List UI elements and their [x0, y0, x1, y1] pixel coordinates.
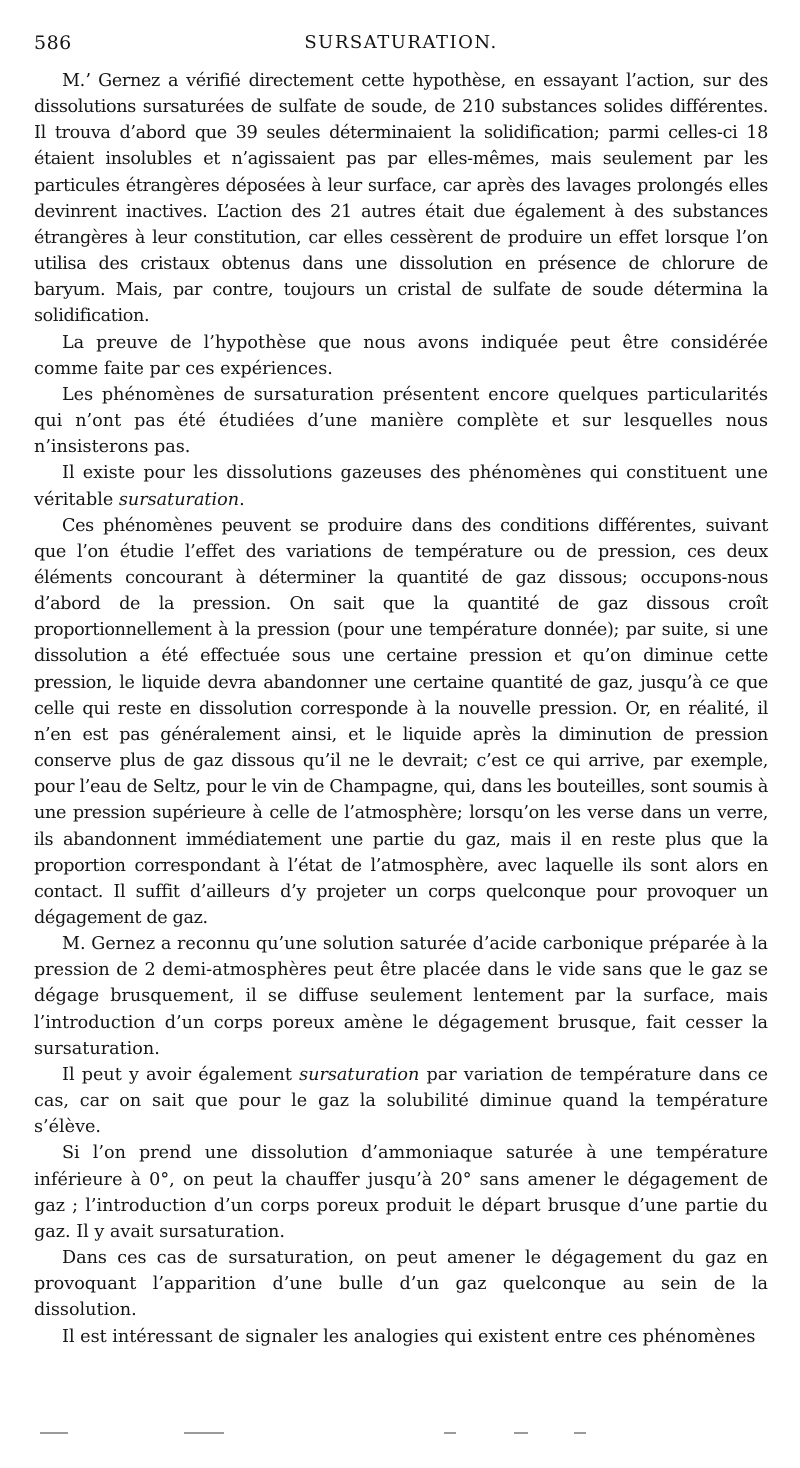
paragraph-carbonic-acid: M. Gernez a reconnu qu’une solution saturée d’acide carbonique préparée à la pression de 2 demi-atmosphères peut être placée dans le vide sans que le gaz se dégage brusquement, il se diffuse seulement lentement par la surface, mais l’introduction d’un corps poreux amène le dégagement brusque, fait cesser la sursaturation. — [34, 934, 768, 1059]
print-mark — [40, 1432, 68, 1434]
emphasis-sursaturation: sursaturation — [299, 1064, 420, 1085]
paragraph-text: Il peut y avoir également — [62, 1064, 300, 1085]
paragraph-gernez-verification: M.ʼ Gernez a vérifié directement cette hypothèse, en essayant l’action, sur des dissolutions sursaturées de sulfate de soude, de 210 substances solides différentes. Il trouva d’abord que 39 seules déterminaient la solidification; parmi celles-ci 18 étaient insolubles et n’agissaient pas par elles-mêmes, mais seulement par les particules étrangères déposées à leur surface, car après des lavages prolongés elles devinrent inactives. L’action des 21 autres était due également à des substances étrangères à leur constitution, car elles cessèrent de produire un effet lorsque l’on utilisa des cristaux obtenus dans une dissolution en présence de chlorure de baryum. Mais, par contre, toujours un cristal de sulfate de soude détermina la solidification. — [34, 71, 768, 327]
running-title: SURSATURATION. — [304, 32, 498, 53]
print-mark — [574, 1432, 586, 1434]
page-number: 586 — [34, 32, 72, 54]
paragraph-text: par variation de température dans ce cas, car on sait que pour le gaz la solubilité diminue quand la température s’élève. — [34, 1064, 769, 1138]
emphasis-sursaturation: sursaturation — [118, 489, 240, 510]
paragraph-hypothesis-proof: La preuve de l’hypothèse que nous avons indiquée peut être considérée comme faite par ces expériences. — [34, 332, 768, 379]
paragraph-pressure-conditions: Ces phénomènes peuvent se produire dans des conditions différentes, suivant que l’on étudie l’effet des variations de température ou de pression, ces deux éléments concourant à déterminer la quantité de gaz dissous; occupons-nous d’abord de la pression. On sait que la quantité de gaz dissous croît proportionnellement à la pression (pour une température donnée); par suite, si une dissolution a été effectuée sous une certaine pression et qu’on diminue cette pression, le liquide devra abandonner une certaine quantité de gaz, jusqu’à ce que celle qui reste en dissolution corresponde à la nouvelle pression. Or, en réalité, il n’en est pas généralement ainsi, et le liquide après la diminution de pression conserve plus de gaz dissous qu’il ne le devrait; c’est ce qui arrive, par exemple, pour l’eau de Seltz, pour le vin de Champagne, qui, dans les bouteilles, sont soumis à une pression supérieure à celle de l’atmosphère; lorsqu’on les verse dans un verre, ils abandonnent immédiatement une partie du gaz, mais il en reste plus que la proportion correspondant à l’état de l’atmosphère, avec laquelle ils sont alors en contact. Il suffit d’ailleurs d’y projeter un corps quelconque pour provoquer un dégagement de gaz. — [34, 515, 768, 928]
paragraph-gaseous-solutions — [34, 460, 768, 512]
footer-print-marks — [34, 1432, 768, 1438]
print-mark — [514, 1432, 528, 1434]
paragraph-gas-bubble: Dans ces cas de sursaturation, on peut amener le dégagement du gaz en provoquant l’apparition d’une bulle d’un gaz quelconque au sein de la dissolution. — [34, 1248, 768, 1321]
page-header — [34, 32, 768, 58]
paragraph-text: . — [239, 489, 245, 510]
paragraph-text: Il existe pour les dissolutions gazeuses des phénomènes qui constituent une véritable — [34, 463, 768, 510]
print-mark — [184, 1432, 224, 1434]
print-mark — [444, 1432, 456, 1434]
paragraph-analogies: Il est intéressant de signaler les analogies qui existent entre ces phénomènes — [62, 1326, 756, 1347]
paragraph-temperature-variation — [34, 1062, 768, 1140]
paragraph-ammonia: Si l’on prend une dissolution d’ammoniaque saturée à une température inférieure à 0°, on peut la chauffer jusqu’à 20° sans amener le dégagement de gaz ; l’introduction d’un corps poreux produit le départ brusque d’une partie du gaz. Il y avait sursaturation. — [34, 1143, 768, 1242]
paragraph-particularities: Les phénomènes de sursaturation présentent encore quelques particularités qui n’ont pas été étudiées d’une manière complète et sur lesquelles nous n’insisterons pas. — [34, 384, 768, 458]
body-text — [34, 68, 768, 1350]
